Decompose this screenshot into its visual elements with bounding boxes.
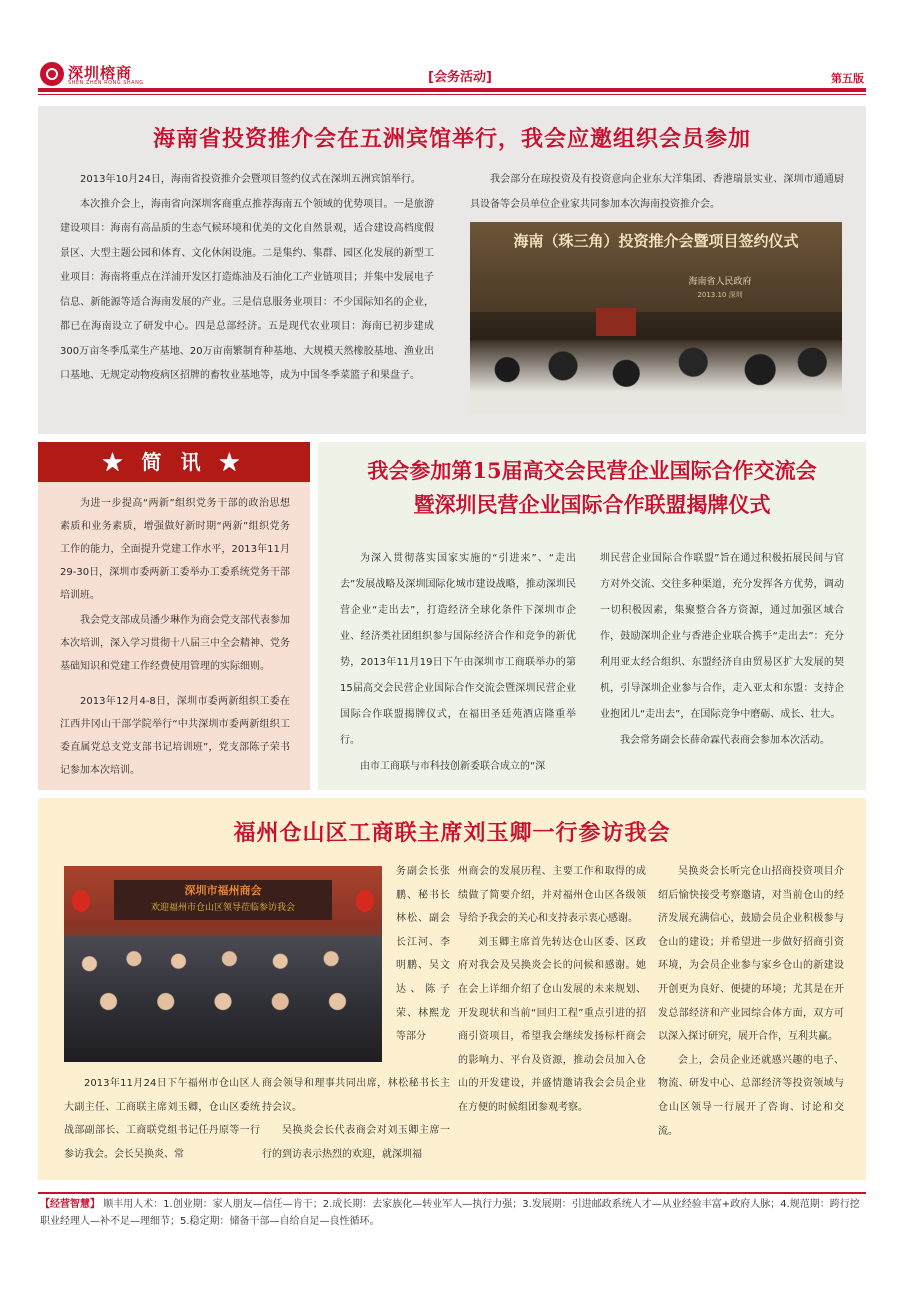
paragraph: 圳民营企业国际合作联盟”旨在通过积极拓展民间与官方对外交流、交往多种渠道，充分发挥各方优势，调动一切积极因素，集聚整合各方资源，通过加强区域合作，鼓励深圳企业与香港企业联合携手“走出去”：充分利用亚太经合组织、东盟经济自由贸易区扩大发展的契机，引导深圳企业参与合作，走入亚太和东盟：支持企业抱团儿“走出去”，在国际竞争中磨砺、成长、壮大。	[600, 553, 844, 720]
logo-text: 深圳榕商	[68, 64, 133, 82]
article-title: 海南省投资推介会在五洲宾馆举行，我会应邀组织会员参加	[152, 126, 751, 152]
article-body-right	[470, 168, 844, 217]
paragraph: 2013年11月24日下午福州市仓山区人大副主任、工商联主席刘玉卿，仓山区委统战部副部长、工商联党组书记任丹原等一行参访我会。会长吴换炎、常	[64, 1078, 260, 1160]
paragraph: 2013年12月4-8日，深圳市委两新组织工委在江西井冈山干部学院举行“中共深圳市委两新组织工委直属党总支党支部书记培训班”，党支部陈子荣书记参加本次培训。	[60, 696, 290, 776]
photo-banner-date: 2013.10 深圳	[697, 291, 743, 299]
under-photo-text	[64, 1072, 260, 1166]
lantern-icon	[72, 890, 90, 912]
paragraph: 商会领导和理事共同出席，林松秘书长主持会议。	[262, 1078, 450, 1113]
paragraph: 务副会长张鹏、秘书长林松、副会长江河、李明鹏、吴文达、陈子荣、林熙龙等部分	[396, 866, 450, 1043]
group-of-people	[64, 936, 382, 1062]
page-header	[0, 0, 900, 100]
footer-divider	[38, 1192, 866, 1194]
paragraph: 会上，会员企业还就感兴趣的电子、物流、研发中心、总部经济等投资领域与仓山区领导一行展开了咨询、讨论和交流。	[658, 1054, 844, 1137]
photo-banner-sub: 海南省人民政府	[688, 277, 752, 287]
paragraph: 刘玉卿主席首先转达仓山区委、区政府对我会及吴换炎会长的问候和感谢。她在会上详细介绍了仓山发展的未来规划、开发现状和当前“回归工程”重点引进的招商引资项目，希望我会继续发扬标杆商会的影响力、平台及资源，推动会员加入仓山的开发建设，并盛情邀请我会会员企业在方便的时候组团参观考察。	[458, 936, 646, 1113]
article-body-left	[60, 168, 434, 389]
paragraph: 我会部分在琼投资及有投资意向企业东大洋集团、香港瑞景实业、深圳市通通厨具设备等会员单位企业家共同参加本次海南投资推介会。	[470, 174, 844, 210]
paragraph: 本次推介会上，海南省向深圳客商重点推荐海南五个领域的优势项目。一是旅游建设项目：海南有高品质的生态气候环境和优美的文化自然景观，适合建设高档度假景区、大型主题公园和体育、文化休闲设施。二是集约、集群、园区化发展的新型工业项目：海南将重点在洋浦开发区打造炼油及石油化工产业链项目；并集中发展电子信息、新能源等适合海南发展的产业。三是信息服务业项目：不少国际知名的企业，都已在海南设立了研发中心。四是总部经济。五是现代农业项目：海南已初步建成300万亩冬季瓜菜生产基地、20万亩南繁制育种基地、大规模天然橡胶基地、渔业出口基地、无规定动物疫病区招牌的畜牧业基地等，成为中国冬季菜篮子和果盘子。	[60, 198, 434, 381]
narrow-column	[396, 860, 450, 1049]
audience	[470, 340, 842, 414]
logo-subtitle: SHEN ZHEN RONG SHANG	[68, 80, 144, 86]
logo-icon	[40, 62, 64, 86]
header-divider-thin	[38, 94, 866, 95]
paragraph: 由市工商联与市科技创新委联合成立的“深	[360, 761, 546, 772]
paragraph: 为进一步提高“两新”组织党务干部的政治思想素质和业务素质，增强做好新时期“两新”组织党务工作的能力，全面提升党建工作水平，2013年11月29-30日，深圳市委两新工委举办工委系统党务干部培训班。	[60, 498, 290, 601]
col3-text	[458, 860, 646, 1120]
group-photo	[64, 866, 382, 1062]
photo-banner-text: 海南（珠三角）投资推介会暨项目签约仪式	[513, 232, 799, 250]
article-hitech-fair	[318, 442, 866, 790]
section-title: [会务活动]	[428, 70, 492, 85]
issue-label: 第五版	[831, 72, 864, 85]
article-body-right	[600, 546, 844, 754]
article-hainan	[38, 106, 866, 434]
paragraph: 我会常务副会长薛命霖代表商会参加本次活动。	[620, 735, 830, 746]
col2-text	[262, 1072, 450, 1166]
podium	[596, 308, 636, 336]
paragraph: 为深入贯彻落实国家实施的“引进来”、“走出去”发展战略及深圳国际化城市建设战略，推动深圳民营企业“走出去”，打造经济全球化条件下深圳市企业、经济类社团组织参与国际经济合作和竞争的新优势，2013年11月19日下午由深圳市工商联举办的第15届高交会民营企业国际合作交流会暨深圳民营企业国际合作联盟揭牌仪式，在福田圣廷苑酒店隆重举行。	[340, 553, 576, 746]
article-title: 福州仓山区工商联主席刘玉卿一行参访我会	[233, 820, 671, 846]
lantern-icon	[356, 890, 374, 912]
footer-label: 【经营智慧】	[40, 1199, 100, 1210]
brief-body	[60, 492, 290, 782]
title-line: 我会参加第15届高交会民营企业国际合作交流会	[367, 458, 817, 483]
paragraph: 我会党支部成员潘少琳作为商会党支部代表参加本次培训，深入学习贯彻十八届三中全会精神、党务基础知识和党建工作经费使用管理的实际细则。	[60, 615, 290, 672]
paragraph: 2013年10月24日，海南省投资推介会暨项目签约仪式在深圳五洲宾馆举行。	[80, 174, 421, 185]
col4-text	[658, 860, 844, 1143]
paragraph: 州商会的发展历程、主要工作和取得的成绩做了简要介绍，并对福州仓山区各级领导给予我会的关心和支持表示衷心感谢。	[458, 866, 646, 925]
photo-sign-line: 深圳市福州商会	[184, 884, 262, 897]
article-body-left	[340, 546, 576, 780]
title-line: 暨深圳民营企业国际合作联盟揭牌仪式	[413, 492, 771, 517]
photo-sign-line: 欢迎福州市仓山区领导莅临参访我会	[150, 903, 295, 913]
conference-photo	[470, 222, 842, 414]
article-cangshan-visit	[38, 798, 866, 1180]
footer-wisdom	[40, 1196, 866, 1230]
paragraph: 吴换炎会长代表商会对刘玉卿主席一行的到访表示热烈的欢迎，就深圳福	[262, 1125, 450, 1160]
paragraph: 吴换炎会长听完仓山招商投资项目介绍后愉快接受考察邀请，对当前仓山的经济发展充满信心，鼓励会员企业积极参与仓山的建设；并希望进一步做好招商引资环境，为会员企业参与家乡仓山的新建设开创更为良好、便捷的环境；尤其是在开发总部经济和产业园综合体方面，双方可以深入探讨研究，展开合作，互利共赢。	[658, 866, 844, 1043]
brief-news	[38, 442, 310, 790]
header-divider	[38, 88, 866, 92]
brief-banner: ★ 简 讯 ★	[38, 442, 310, 482]
article-title	[318, 454, 866, 522]
footer-text: 顺丰用人术：1.创业期：家人朋友—信任—肯干；2.成长期：去家族化—转业军人—执行力强；3.发展期：引进邮政系统人才—从业经验丰富+政府人脉；4.规范期：跨行挖职业经理人—补不足—理细节；5.稳定期：储备干部—自给自足—良性循环。	[40, 1199, 860, 1227]
